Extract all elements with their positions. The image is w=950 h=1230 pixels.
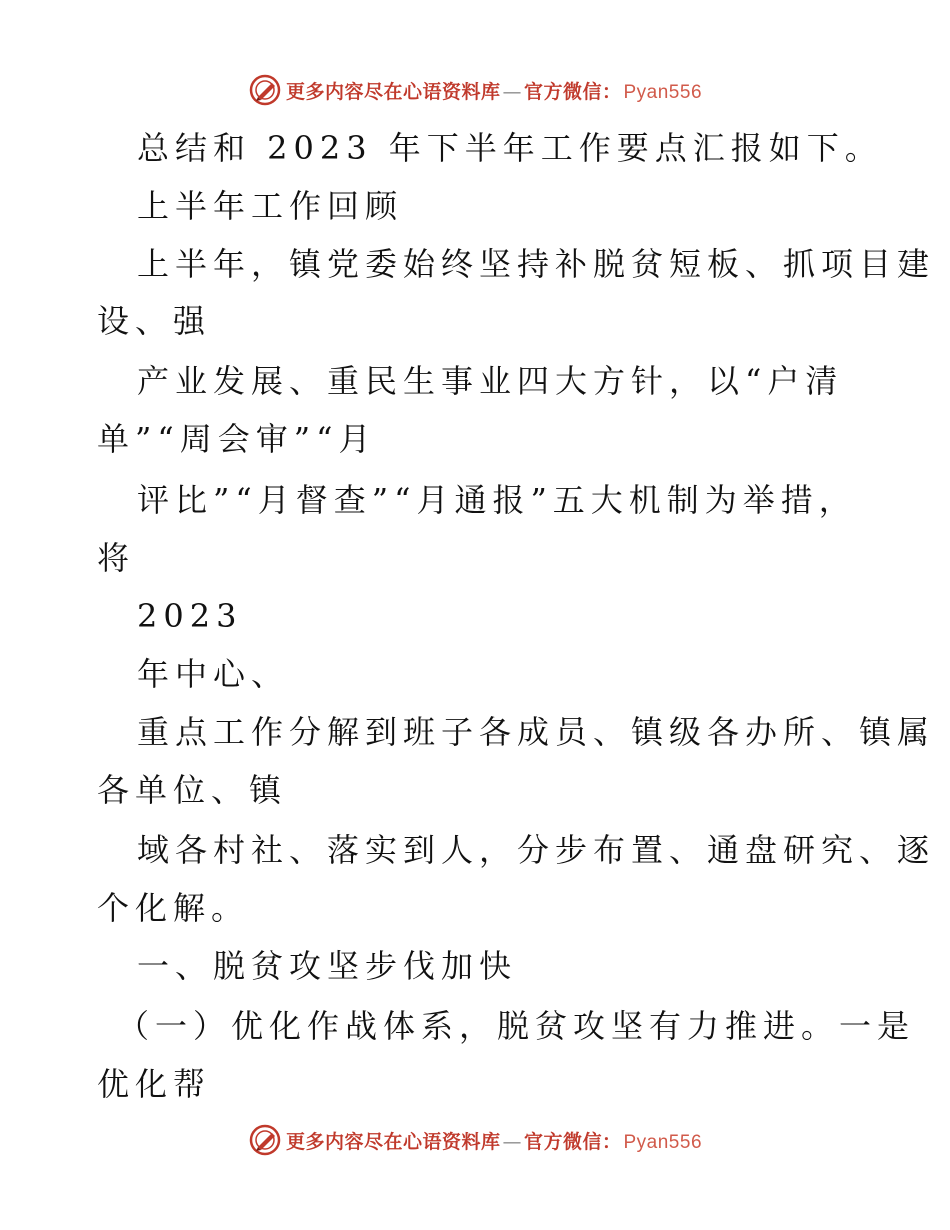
- section-heading: 一、脱贫攻坚步伐加快: [137, 947, 518, 985]
- paragraph-line: 上半年，镇党委始终坚持补脱贫短板、抓项目建: [137, 245, 936, 283]
- paragraph-line: 优化帮: [97, 1065, 212, 1103]
- paragraph-line: 将: [97, 539, 136, 577]
- paragraph-line: 总结和 2023 年下半年工作要点汇报如下。: [137, 129, 883, 167]
- paragraph-line: 单”“周会审”“月: [97, 420, 377, 458]
- watermark-banner-bottom: [0, 1120, 950, 1160]
- pen-logo-icon: [248, 1123, 282, 1157]
- paragraph-line: （一）优化作战体系，脱贫攻坚有力推进。一是: [117, 1007, 916, 1045]
- section-heading: 上半年工作回顾: [137, 187, 404, 225]
- paragraph-line: 2023: [137, 597, 243, 635]
- paragraph-line: 设、强: [97, 302, 212, 340]
- watermark-text: 更多内容尽在心语资料库 — 官方微信： Pyan556: [285, 1130, 703, 1153]
- paragraph-line: 各单位、镇: [97, 771, 288, 809]
- paragraph-line: 年中心、: [137, 655, 290, 693]
- watermark-text: 更多内容尽在心语资料库 — 官方微信： Pyan556: [285, 80, 703, 103]
- paragraph-line: 评比”“月督查”“月通报”五大机制为举措，: [137, 481, 857, 519]
- paragraph-line: 重点工作分解到班子各成员、镇级各办所、镇属: [137, 713, 936, 751]
- paragraph-line: 个化解。: [97, 889, 250, 927]
- paragraph-line: 域各村社、落实到人，分步布置、通盘研究、逐: [137, 831, 936, 869]
- paragraph-line: 产业发展、重民生事业四大方针，以“户清: [137, 362, 844, 400]
